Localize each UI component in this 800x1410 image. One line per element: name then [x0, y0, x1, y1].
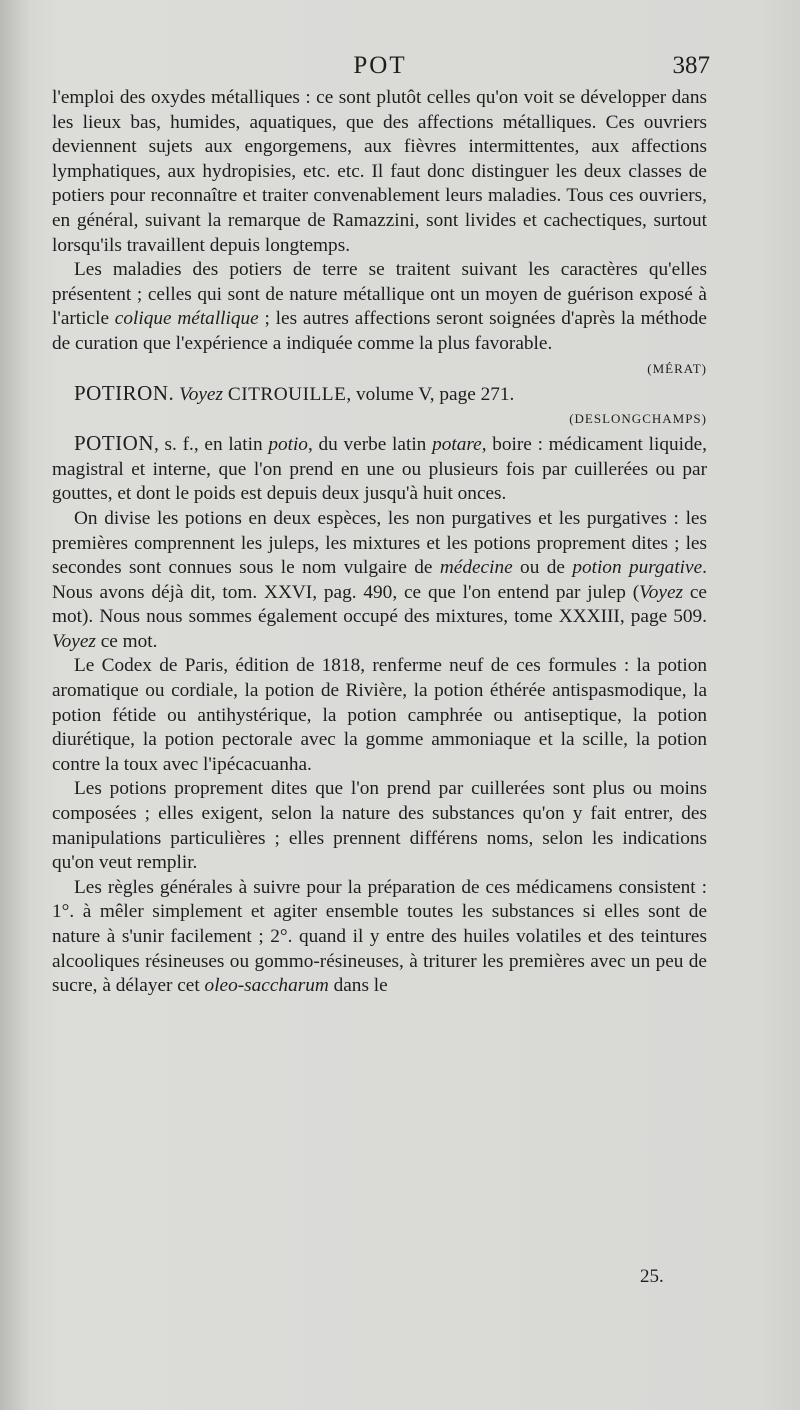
signature-mark: 25. — [640, 1266, 664, 1287]
page-number: 387 — [672, 52, 710, 79]
italic-term: potare — [432, 434, 482, 456]
paragraph-regles — [52, 876, 707, 999]
running-head: POT — [353, 52, 407, 79]
author-signature-deslongchamps: (DESLONGCHAMPS) — [569, 411, 707, 427]
italic-term: médecine — [439, 557, 513, 579]
text-run: , s. f., en latin — [154, 434, 269, 456]
text-run: dans le — [328, 975, 388, 997]
italic-term: potion purgative — [572, 557, 703, 579]
author-signature-merat: (MÉRAT) — [647, 360, 707, 376]
italic-term: potio — [268, 434, 308, 456]
voyez-reference: Voyez — [639, 581, 684, 603]
text-run: , boire : médicament liquide, magistral et interne, que l'on prend en une ou plusieurs fois par cuillerées ou par gouttes, et dont le poids est depuis deux jusqu'à huit onces. — [52, 434, 707, 505]
text-run: . Nous avons déjà dit, tom. XXVI, pag. 490, ce que l'on entend par julep ( — [52, 557, 707, 603]
paragraph-maladies-potiers — [52, 258, 707, 356]
paragraph-potions-dites: Les potions proprement dites que l'on prend par cuillerées sont plus ou moins composées ; elles exigent, selon la nature des substances qu'on y fait entrer, des manipulations particulières ; elles prennent différens noms, selon les indications qu'on veut remplir. — [52, 778, 707, 874]
entry-potiron — [52, 381, 707, 408]
italic-term: colique métallique — [114, 308, 259, 330]
cross-reference: CITROUILLE — [227, 383, 347, 405]
paragraph-especes — [52, 507, 707, 655]
text-run: , volume V, page 271. — [346, 383, 515, 405]
entry-heading-potiron: POTIRON. — [74, 380, 175, 405]
entry-heading-potion: POTION — [74, 431, 154, 456]
voyez-reference: Voyez — [179, 383, 223, 405]
text-run: Les règles générales à suivre pour la préparation de ces médicamens consistent : 1°. à mêler simplement et agiter ensemble toutes les substances si elles sont de nature à s'unir facilement ; 2°. quand il y entre des huiles volatiles et des teintures alcooliques résineuses ou gommo-résineuses, à triturer les premières avec un peu de sucre, à délayer cet — [52, 876, 707, 997]
paragraph-potiers-end: l'emploi des oxydes métalliques : ce sont plutôt celles qu'on voit se développer dans les lieux bas, humides, aquatiques, que des affections métalliques. Ces ouvriers deviennent sujets aux engorgemens, aux fièvres intermittentes, aux affections lymphatiques, aux hydropisies, etc. etc. Il faut donc distinguer les deux classes de potiers pour reconnaître et traiter convenablement leurs maladies. Tous ces ouvriers, en général, suivant la remarque de Ramazzini, sont livides et cachectiques, surtout lorsqu'ils travaillent depuis longtemps. — [52, 87, 707, 256]
text-run: On divise les potions en deux espèces, les non purgatives et les purgatives : les premières comprennent les juleps, les mixtures et les potions proprement dites ; les secondes sont connues sous le nom vulgaire de — [52, 507, 707, 579]
entry-potion — [52, 431, 707, 507]
text-run: ce mot). Nous nous sommes également occupé des mixtures, tome XXXIII, page 509. — [52, 581, 707, 628]
italic-term: oleo-saccharum — [204, 975, 329, 997]
page-body — [52, 86, 707, 999]
text-run: ce mot. — [95, 630, 158, 652]
text-run: , du verbe latin — [307, 434, 433, 456]
text-run: ou de — [512, 557, 573, 579]
text-run: ; les autres affections seront soignées d'après la méthode de curation que l'expérience a indiquée comme la plus favorable. — [52, 308, 707, 354]
paragraph-codex: Le Codex de Paris, édition de 1818, renferme neuf de ces formules : la potion aromatique ou cordiale, la potion de Rivière, la potion éthérée antispasmodique, la potion fétide ou antihystérique, la potion camphrée ou antiseptique, la potion diurétique, la potion pectorale avec la gomme ammoniaque et la scille, la potion contre la toux avec l'ipécacuanha. — [52, 655, 707, 775]
text-run: Les maladies des potiers de terre se traitent suivant les caractères qu'elles présentent ; celles qui sont de nature métallique ont un moyen de guérison exposé à l'article — [52, 259, 707, 330]
voyez-reference: Voyez — [52, 630, 96, 652]
